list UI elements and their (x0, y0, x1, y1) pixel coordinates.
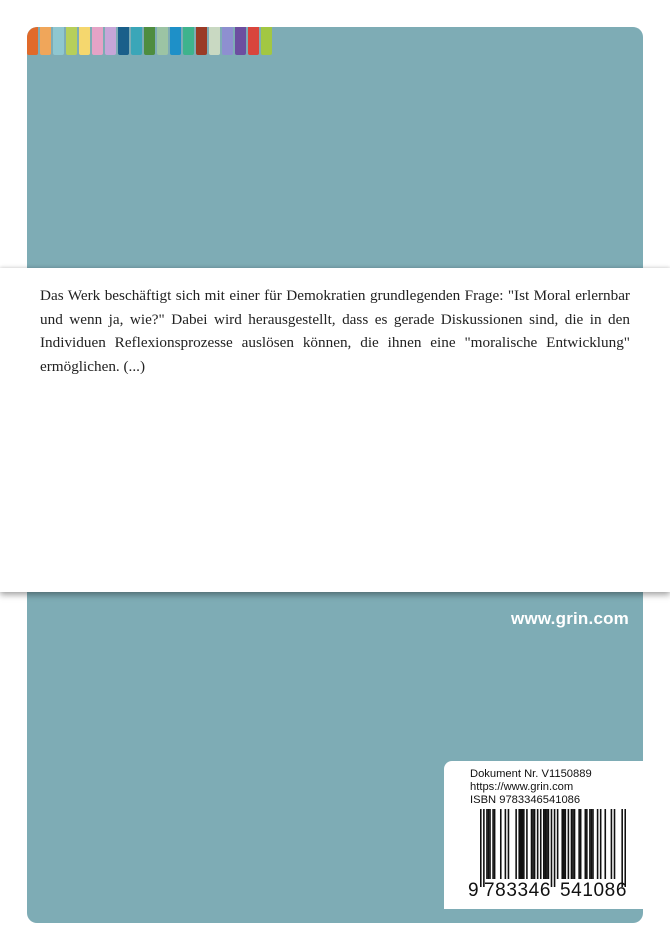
color-tab (27, 27, 38, 55)
barcode-bar (480, 809, 482, 887)
document-number: Dokument Nr. V1150889 (470, 768, 592, 780)
barcode-bar (571, 809, 573, 879)
barcode-bar (592, 809, 594, 879)
color-tab (66, 27, 77, 55)
barcode-digits (468, 880, 638, 902)
barcode-bar (483, 809, 485, 887)
barcode-bar (523, 809, 525, 879)
barcode-bar (611, 809, 613, 879)
barcode-bar (561, 809, 563, 879)
barcode-bar (543, 809, 545, 879)
color-tab (92, 27, 103, 55)
barcode-bar (600, 809, 602, 879)
barcode-bar (546, 809, 548, 879)
publisher-website: https://www.grin.com (470, 781, 574, 794)
barcode-bar (574, 809, 576, 879)
color-tab (209, 27, 220, 55)
barcode-bar (565, 809, 567, 879)
barcode-bar (492, 809, 494, 879)
color-tab (261, 27, 272, 55)
barcode-bar (508, 809, 510, 879)
barcode-bar (545, 809, 547, 879)
barcode-bar (554, 809, 556, 887)
color-tab (183, 27, 194, 55)
barcode-bar (591, 809, 593, 879)
barcode-bar (526, 809, 528, 879)
publisher-url: www.grin.com (511, 609, 629, 628)
color-tab (235, 27, 246, 55)
barcode-group-1: 783346 (484, 880, 552, 901)
barcode-bar (589, 809, 591, 879)
color-tab (170, 27, 181, 55)
color-tab (79, 27, 90, 55)
barcode-bar (563, 809, 565, 879)
barcode-bar (520, 809, 522, 879)
barcode-bar (500, 809, 502, 879)
barcode-bar (604, 809, 606, 879)
color-tab (40, 27, 51, 55)
barcode-bar (586, 809, 588, 879)
color-tab-strip (27, 27, 274, 55)
barcode-bar (580, 809, 582, 879)
barcode-bar (548, 809, 550, 879)
description-text: Das Werk beschäftigt sich mit einer für Demokratien grundlegenden Frage: "Ist Moral erlernbar und wenn ja, wie?" Dabei wird herausgestellt, dass es gerade Diskussionen sind, die in den Individuen Reflexionsprozesse auslösen können, die ihnen eine "moralische Entwicklung" ermöglichen. (...) (40, 287, 630, 375)
isbn: ISBN 9783346541086 (470, 794, 581, 807)
barcode-bar (486, 809, 488, 879)
barcode-bar (534, 809, 536, 879)
barcode-group-2: 541086 (560, 880, 628, 901)
barcode-bar (568, 809, 570, 879)
color-tab (105, 27, 116, 55)
barcode-panel (444, 761, 643, 909)
color-tab (131, 27, 142, 55)
barcode-bar (531, 809, 533, 879)
barcode-bar (515, 809, 517, 879)
barcode-first-digit: 9 (468, 880, 480, 901)
isbn-barcode (480, 809, 626, 889)
description-band (0, 268, 670, 592)
barcode-bar (505, 809, 507, 879)
barcode-bar (532, 809, 534, 879)
barcode-bar (518, 809, 520, 879)
barcode-bar (521, 809, 523, 879)
barcode-bar (489, 809, 491, 879)
color-tab (248, 27, 259, 55)
barcode-bar (494, 809, 496, 879)
color-tab (222, 27, 233, 55)
barcode-bar (597, 809, 599, 879)
color-tab (118, 27, 129, 55)
color-tab (157, 27, 168, 55)
barcode-bar (537, 809, 539, 879)
barcode-bar (585, 809, 587, 879)
color-tab (196, 27, 207, 55)
barcode-bar (621, 809, 623, 887)
barcode-bar (551, 809, 553, 887)
imprint-info (470, 768, 592, 808)
barcode-bar (557, 809, 559, 879)
barcode-bar (488, 809, 490, 879)
barcode-bar (624, 809, 626, 887)
barcode-bar (614, 809, 616, 879)
barcode-bar (578, 809, 580, 879)
color-tab (53, 27, 64, 55)
barcode-bar (540, 809, 542, 879)
barcode-bar (572, 809, 574, 879)
color-tab (144, 27, 155, 55)
